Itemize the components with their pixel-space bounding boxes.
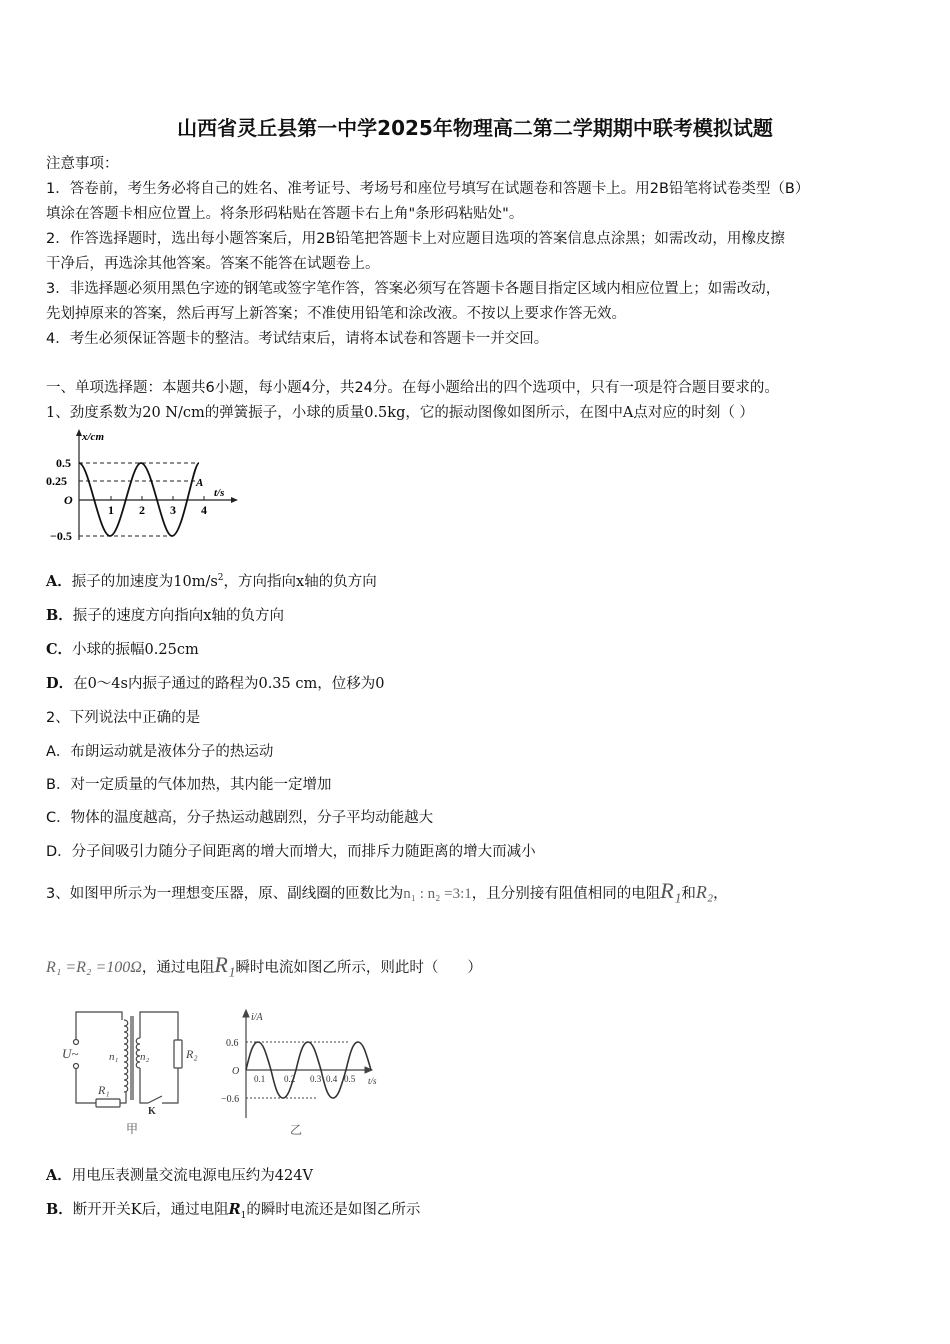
n2-label: n₂ [140, 1051, 150, 1063]
option-text: 在0～4s内振子通过的路程为0.35 cm，位移为0 [73, 676, 385, 692]
document-title: 山西省灵丘县第一中学2025年物理高二第二学期期中联考模拟试题 [177, 116, 773, 140]
r2-label: R₂ [186, 1047, 198, 1061]
section-heading: 一、单项选择题：本题共6小题，每小题4分，共24分。在每小题给出的四个选项中，只有一项是符合题目要求的。 [46, 380, 779, 396]
option-key: D． [46, 675, 74, 692]
r1-label: R₁ [98, 1083, 110, 1097]
q2-option-a: A．布朗运动就是液体分子的热运动 [46, 744, 274, 760]
option-text: 振子的加速度为10m/s [71, 574, 218, 590]
x-tick: 4 [201, 503, 207, 517]
option-text: ，方向指向x轴的负方向 [223, 574, 377, 590]
x-tick: 0.5 [344, 1074, 356, 1084]
notice-item: 2．作答选择题时，选出每小题答案后，用2B铅笔把答题卡上对应题目选项的答案信息点涂黑；如需改动，用橡皮擦 [46, 231, 785, 247]
q3-stem-line1 [46, 878, 728, 904]
source-label: U~ [62, 1046, 79, 1061]
x-axis-label: t/s [214, 487, 225, 499]
q1-option-a [46, 570, 377, 591]
figure-jia-caption: 甲 [126, 1122, 139, 1136]
origin-label: O [64, 493, 73, 507]
y-tick: 0.5 [56, 456, 71, 470]
notice-item: 先划掉原来的答案，然后再写上新答案；不准使用铅笔和涂改液。不按以上要求作答无效。 [46, 306, 626, 322]
q3-stem-line2 [46, 952, 482, 978]
x-axis-label: t/s [368, 1076, 377, 1086]
y-tick: 0.25 [46, 474, 67, 488]
q1-option-b [46, 604, 284, 625]
option-text: 小球的振幅0.25cm [72, 642, 199, 658]
option-text: 断开开关K后，通过电阻 [72, 1202, 229, 1218]
resistor-r1-symbol: R₁ [214, 952, 236, 977]
y-tick: −0.5 [50, 529, 72, 543]
y-tick: −0.6 [221, 1094, 240, 1105]
option-text: 振子的速度方向指向x轴的负方向 [72, 608, 284, 624]
q3-transformer-circuit [44, 1000, 219, 1140]
graph-labels [46, 431, 224, 543]
q1-option-c [46, 638, 199, 659]
option-text: 用电压表测量交流电源电压约为424V [71, 1168, 313, 1184]
y-axis-label: i/A [251, 1012, 263, 1023]
option-key: A． [46, 573, 72, 590]
x-tick: 0.4 [326, 1074, 338, 1084]
q3-text: 和 [681, 886, 696, 902]
y-tick: 0.6 [226, 1038, 239, 1049]
q3-current-graph [218, 1008, 388, 1143]
subscript: 1 [240, 1210, 247, 1221]
q3-option-a [46, 1164, 313, 1185]
q2-option-c: C．物体的温度越高，分子热运动越剧烈，分子平均动能越大 [46, 810, 434, 826]
n1-label: n₁ [109, 1051, 119, 1063]
x-tick: 2 [139, 503, 145, 517]
option-text: 的瞬时电流还是如图乙所示 [246, 1202, 421, 1218]
point-a-label: A [196, 477, 204, 489]
q2-stem: 2、下列说法中正确的是 [46, 710, 201, 726]
origin-label: O [232, 1066, 240, 1077]
notice-heading: 注意事项： [46, 156, 119, 172]
option-key: B． [46, 607, 73, 624]
notice-item: 填涂在答题卡相应位置上。将条形码粘贴在答题卡右上角"条形码粘贴处"。 [46, 206, 524, 222]
x-tick: 0.2 [284, 1074, 296, 1084]
notice-item: 4．考生必须保证答题卡的整洁。考试结束后，请将本试卷和答题卡一并交回。 [46, 331, 549, 347]
superscript: 2 [217, 573, 224, 584]
q3-text: ，且分别接有阻值相同的电阻 [471, 886, 661, 902]
notice-item: 干净后，再选涂其他答案。答案不能答在试题卷上。 [46, 256, 380, 272]
q3-text: ，通过电阻 [141, 960, 215, 976]
notice-item: 1．答卷前，考生务必将自己的姓名、准考证号、考场号和座位号填写在试题卷和答题卡上。用2B铅笔将试卷类型（B） [46, 181, 810, 197]
x-tick: 0.3 [310, 1074, 322, 1084]
q3-text: 3、如图甲所示为一理想变压器，原、副线圈的匝数比为 [46, 886, 404, 902]
q1-option-d [46, 672, 384, 693]
resistor-r2-symbol: R₂ [695, 882, 714, 902]
option-key: A． [46, 1167, 72, 1184]
option-key: B． [46, 1201, 73, 1218]
y-axis-label: x/cm [82, 431, 104, 443]
resistance-formula: R₁ =R₂ =100Ω [46, 959, 142, 976]
resistor-r1-symbol: R₁ [660, 878, 682, 903]
turns-ratio: n₁ : n₂ =3:1 [403, 886, 472, 902]
q3-text: ， [713, 886, 728, 902]
x-tick: 1 [108, 503, 114, 517]
q2-option-d: D．分子间吸引力随分子间距离的增大而增大，而排斥力随距离的增大而减小 [46, 844, 536, 860]
resistor-symbol: R [228, 1201, 241, 1218]
switch-label: K [148, 1106, 156, 1117]
option-key: C． [46, 641, 73, 658]
x-tick: 3 [170, 503, 176, 517]
q1-vibration-graph [44, 428, 244, 543]
x-tick: 0.1 [254, 1074, 266, 1084]
q1-stem: 1、劲度系数为20 N/cm的弹簧振子，小球的质量0.5kg，它的振动图像如图所示，在图中A点对应的时刻（ ） [46, 405, 754, 421]
q2-option-b: B．对一定质量的气体加热，其内能一定增加 [46, 777, 332, 793]
notice-item: 3．非选择题必须用黑色字迹的钢笔或签字笔作答，答案必须写在答题卡各题目指定区域内相应位置上；如需改动， [46, 281, 781, 297]
q3-text: 瞬时电流如图乙所示，则此时（ ） [235, 960, 482, 976]
q3-option-b [46, 1198, 420, 1221]
figure-yi-caption: 乙 [290, 1123, 303, 1137]
